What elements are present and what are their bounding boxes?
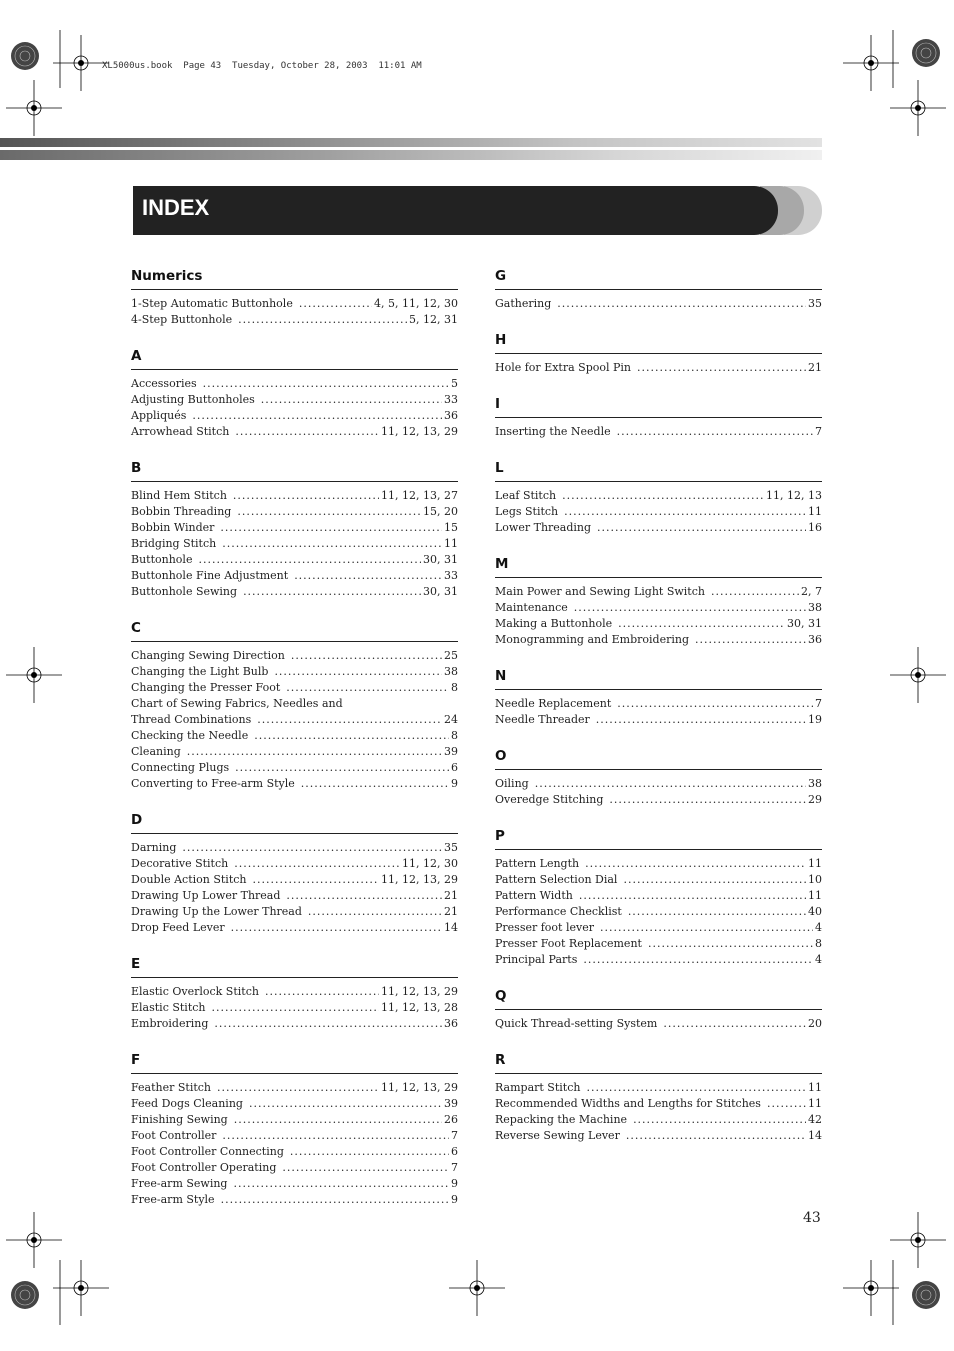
entry-pages: 26 [444,1113,458,1126]
section-letter: C [131,620,458,642]
entry-pages: 14 [444,921,458,934]
entry-term: Lower Threading [495,521,592,534]
leader-dots [301,776,449,792]
entry-term: Elastic Overlock Stitch [131,985,259,998]
index-entry [131,568,458,584]
entry-term: Oiling [495,777,529,790]
entry-term: Main Power and Sewing Light Switch [495,585,705,598]
leader-dots [596,712,806,728]
section-letter: F [131,1052,458,1074]
index-entry [131,1096,458,1112]
index-entry [131,312,458,328]
index-section [495,748,822,808]
entry-term: Darning [131,841,177,854]
leader-dots [291,648,442,664]
leader-dots [261,392,442,408]
index-entry [131,1160,458,1176]
entry-pages: 35 [808,297,822,310]
index-entry [131,744,458,760]
leader-dots [233,1176,449,1192]
entry-term: Needle Threader [495,713,590,726]
leader-dots [711,584,799,600]
section-letter: G [495,268,822,290]
entry-term: Free-arm Sewing [131,1177,228,1190]
entry-pages: 5, 12, 31 [409,313,458,326]
entry-term: Needle Replacement [495,697,612,710]
entry-term: Maintenance [495,601,568,614]
leader-dots [617,424,813,440]
entry-pages: 11, 12, 13 [766,489,822,502]
entry-pages: 11 [444,537,458,550]
leader-dots [695,632,806,648]
index-section [495,1052,822,1144]
leader-dots [257,712,442,728]
index-entry [131,1128,458,1144]
index-section [131,1052,458,1208]
entry-pages: 30, 31 [423,553,458,566]
index-entry [495,952,822,968]
entry-pages: 4 [815,921,822,934]
title-bar [133,186,778,235]
entry-term: Legs Stitch [495,505,559,518]
index-entry [495,296,822,312]
entry-term: Gathering [495,297,552,310]
index-entry [495,1016,822,1032]
index-section [131,348,458,440]
entry-term: Pattern Width [495,889,573,902]
entry-pages: 33 [444,393,458,406]
index-entry [131,552,458,568]
index-section [495,668,822,728]
leader-dots [600,920,813,936]
section-letter: H [495,332,822,354]
index-entry [131,840,458,856]
index-entry [131,520,458,536]
entry-pages: 20 [808,1017,822,1030]
leader-dots [574,600,806,616]
leader-dots [557,296,806,312]
entry-term: Principal Parts [495,953,578,966]
leader-dots [617,696,813,712]
entry-term: Changing the Presser Foot [131,681,281,694]
section-letter: N [495,668,822,690]
leader-dots [282,1160,449,1176]
index-entry [131,504,458,520]
index-entry [495,792,822,808]
index-entry [131,648,458,664]
index-entry [131,1000,458,1016]
leader-dots [231,920,442,936]
leader-dots [618,616,785,632]
entry-pages: 11, 12, 13, 29 [381,873,458,886]
index-entry [495,776,822,792]
entry-pages: 11 [808,1081,822,1094]
leader-dots [214,1016,442,1032]
entry-term: Buttonhole [131,553,193,566]
entry-term: Presser Foot Replacement [495,937,642,950]
leader-dots [663,1016,806,1032]
entry-term: 4-Step Buttonhole [131,313,233,326]
index-entry [495,600,822,616]
section-letter: A [131,348,458,370]
entry-term: Elastic Stitch [131,1001,206,1014]
leader-dots [767,1096,806,1112]
entry-pages: 11, 12, 13, 29 [381,985,458,998]
entry-pages: 11, 12, 13, 28 [381,1001,458,1014]
entry-term: Monogramming and Embroidering [495,633,689,646]
entry-term: Embroidering [131,1017,209,1030]
index-entry [131,488,458,504]
leader-dots [252,872,379,888]
entry-term: Overedge Stitching [495,793,604,806]
entry-term: Feed Dogs Cleaning [131,1097,243,1110]
entry-pages: 24 [444,713,458,726]
entry-term: Cleaning [131,745,181,758]
index-entry [131,712,458,728]
index-entry [495,1080,822,1096]
entry-term: Converting to Free-arm Style [131,777,295,790]
entry-pages: 4 [815,953,822,966]
index-section [131,460,458,600]
entry-term: Bobbin Winder [131,521,215,534]
section-letter: R [495,1052,822,1074]
index-entry [131,408,458,424]
entry-pages: 11 [808,1097,822,1110]
section-letter: Numerics [131,268,458,290]
leader-dots [182,840,442,856]
leader-dots [597,520,806,536]
leader-dots [192,408,442,424]
index-column-left [131,268,458,1228]
leader-dots [286,680,449,696]
entry-term: Drop Feed Lever [131,921,225,934]
index-entry [131,1016,458,1032]
index-section [495,828,822,968]
entry-pages: 5 [451,377,458,390]
entry-pages: 36 [808,633,822,646]
entry-term: Bobbin Threading [131,505,232,518]
entry-pages: 36 [444,409,458,422]
print-slug: XL5000us.book Page 43 Tuesday, October 28, 2003 11:01 AM [102,61,422,71]
entry-pages: 11, 12, 30 [402,857,458,870]
page-number: 43 [803,1210,821,1226]
index-entry [131,1112,458,1128]
index-entry [131,888,458,904]
leader-dots [626,1128,806,1144]
entry-term: Pattern Length [495,857,580,870]
entry-term: Foot Controller Operating [131,1161,277,1174]
section-letter: B [131,460,458,482]
entry-term: Quick Thread-setting System [495,1017,658,1030]
leader-dots [235,760,449,776]
entry-term: Decorative Stitch [131,857,229,870]
entry-pages: 11, 12, 13, 29 [381,425,458,438]
entry-term: Hole for Extra Spool Pin [495,361,631,374]
entry-pages: 6 [451,1145,458,1158]
index-entry [495,872,822,888]
leader-dots [220,520,442,536]
leader-dots [238,312,407,328]
index-entry [131,664,458,680]
index-entry [495,712,822,728]
entry-pages: 42 [808,1113,822,1126]
entry-pages: 36 [444,1017,458,1030]
leader-dots [308,904,442,920]
entry-term: Feather Stitch [131,1081,212,1094]
leader-dots [234,1112,442,1128]
entry-term: Drawing Up Lower Thread [131,889,281,902]
entry-term: Drawing Up the Lower Thread [131,905,302,918]
index-entry [131,984,458,1000]
index-entry [495,488,822,504]
entry-pages: 8 [815,937,822,950]
entry-term: Accessories [131,377,197,390]
index-column-right [495,268,822,1164]
entry-pages: 38 [808,777,822,790]
index-entry [131,920,458,936]
entry-term: Repacking the Machine [495,1113,628,1126]
entry-pages: 7 [451,1129,458,1142]
leader-dots [249,1096,442,1112]
entry-pages: 40 [808,905,822,918]
leader-dots [535,776,806,792]
index-section [495,988,822,1032]
leader-dots [265,984,379,1000]
page-title: INDEX [142,195,210,220]
entry-pages: 19 [808,713,822,726]
leader-dots [299,296,372,312]
index-entry [495,856,822,872]
entry-pages: 11, 12, 13, 27 [381,489,458,502]
index-entry [495,888,822,904]
leader-dots [274,664,442,680]
leader-dots [290,1144,449,1160]
entry-term: Buttonhole Fine Adjustment [131,569,289,582]
index-entry [131,760,458,776]
leader-dots [212,1000,380,1016]
entry-term: Changing Sewing Direction [131,649,285,662]
entry-pages: 16 [808,521,822,534]
index-entry [131,776,458,792]
index-section [495,460,822,536]
index-section [495,332,822,376]
index-section [131,268,458,328]
leader-dots [237,504,421,520]
entry-term: Pattern Selection Dial [495,873,618,886]
entry-pages: 21 [444,889,458,902]
index-entry [131,856,458,872]
leader-dots [648,936,813,952]
entry-term: Bridging Stitch [131,537,217,550]
entry-pages: 14 [808,1129,822,1142]
entry-term: Buttonhole Sewing [131,585,238,598]
section-letter: P [495,828,822,850]
index-entry [131,1144,458,1160]
entry-term: Free-arm Style [131,1193,215,1206]
entry-term: Checking the Needle [131,729,249,742]
entry-pages: 29 [808,793,822,806]
entry-pages: 39 [444,745,458,758]
header-band-top [0,138,822,147]
entry-pages: 9 [451,1193,458,1206]
leader-dots [294,568,442,584]
leader-dots [585,856,806,872]
index-entry [495,360,822,376]
section-letter: L [495,460,822,482]
entry-pages: 15 [444,521,458,534]
leader-dots [637,360,806,376]
entry-pages: 11 [808,889,822,902]
section-letter: E [131,956,458,978]
entry-term: Foot Controller Connecting [131,1145,284,1158]
leader-dots [203,376,449,392]
entry-pages: 25 [444,649,458,662]
index-entry [495,504,822,520]
index-entry [495,696,822,712]
entry-term: Making a Buttonhole [495,617,613,630]
index-entry [131,680,458,696]
entry-pages: 30, 31 [787,617,822,630]
entry-pages: 4, 5, 11, 12, 30 [374,297,458,310]
index-entry [495,936,822,952]
index-entry [131,296,458,312]
leader-dots [633,1112,806,1128]
section-letter: I [495,396,822,418]
leader-dots [286,888,442,904]
leader-dots [233,488,379,504]
entry-pages: 9 [451,777,458,790]
entry-pages: 11 [808,857,822,870]
index-section [495,556,822,648]
entry-pages: 2, 7 [801,585,822,598]
index-entry [131,584,458,600]
index-entry [495,920,822,936]
entry-term: Foot Controller [131,1129,217,1142]
index-entry [131,728,458,744]
entry-pages: 21 [808,361,822,374]
leader-dots [222,536,442,552]
index-entry [131,376,458,392]
entry-pages: 35 [444,841,458,854]
index-entry [495,1096,822,1112]
entry-pages: 8 [451,729,458,742]
entry-term: Recommended Widths and Lengths for Stitches [495,1097,761,1110]
index-entry [495,632,822,648]
entry-term: Connecting Plugs [131,761,230,774]
entry-term: Appliqués [131,409,187,422]
index-entry [131,392,458,408]
index-section [495,396,822,440]
leader-dots [217,1080,379,1096]
leader-dots [586,1080,806,1096]
entry-pages: 6 [451,761,458,774]
section-letter: O [495,748,822,770]
entry-term: Thread Combinations [131,713,252,726]
entry-pages: 7 [451,1161,458,1174]
entry-term: Presser foot lever [495,921,594,934]
entry-pages: 8 [451,681,458,694]
entry-term: Blind Hem Stitch [131,489,227,502]
entry-term: Finishing Sewing [131,1113,228,1126]
entry-pages: 15, 20 [423,505,458,518]
entry-pages: 38 [808,601,822,614]
entry-term-line: Chart of Sewing Fabrics, Needles and [131,697,343,710]
section-letter: D [131,812,458,834]
index-entry [131,424,458,440]
section-letter: M [495,556,822,578]
entry-term: 1-Step Automatic Buttonhole [131,297,293,310]
entry-pages: 39 [444,1097,458,1110]
index-entry [495,904,822,920]
leader-dots [222,1128,449,1144]
entry-term: Double Action Stitch [131,873,247,886]
index-section [131,620,458,792]
leader-dots [562,488,764,504]
entry-term: Leaf Stitch [495,489,557,502]
leader-dots [579,888,806,904]
entry-term: Arrowhead Stitch [131,425,230,438]
index-entry [131,536,458,552]
index-section [495,268,822,312]
entry-term: Reverse Sewing Lever [495,1129,620,1142]
leader-dots [221,1192,449,1208]
index-entry [495,1128,822,1144]
index-entry [495,584,822,600]
entry-pages: 10 [808,873,822,886]
index-section [131,812,458,936]
index-entry [495,520,822,536]
index-entry [131,1192,458,1208]
entry-pages: 7 [815,697,822,710]
header-band-bottom [0,150,822,160]
leader-dots [187,744,442,760]
index-entry [131,872,458,888]
index-entry [495,424,822,440]
entry-pages: 7 [815,425,822,438]
index-entry [131,1080,458,1096]
entry-pages: 21 [444,905,458,918]
entry-pages: 11 [808,505,822,518]
entry-term: Inserting the Needle [495,425,611,438]
leader-dots [234,856,400,872]
leader-dots [254,728,449,744]
leader-dots [235,424,379,440]
leader-dots [628,904,806,920]
entry-term: Adjusting Buttonholes [131,393,255,406]
entry-term: Changing the Light Bulb [131,665,269,678]
leader-dots [564,504,806,520]
entry-term: Performance Checklist [495,905,622,918]
entry-pages: 9 [451,1177,458,1190]
leader-dots [609,792,806,808]
entry-pages: 38 [444,665,458,678]
leader-dots [623,872,806,888]
index-entry [131,904,458,920]
index-entry [495,1112,822,1128]
leader-dots [583,952,813,968]
entry-term: Rampart Stitch [495,1081,581,1094]
leader-dots [243,584,421,600]
leader-dots [198,552,421,568]
entry-pages: 30, 31 [423,585,458,598]
index-entry [131,1176,458,1192]
entry-pages: 33 [444,569,458,582]
entry-pages: 11, 12, 13, 29 [381,1081,458,1094]
section-letter: Q [495,988,822,1010]
index-entry [495,616,822,632]
index-section [131,956,458,1032]
